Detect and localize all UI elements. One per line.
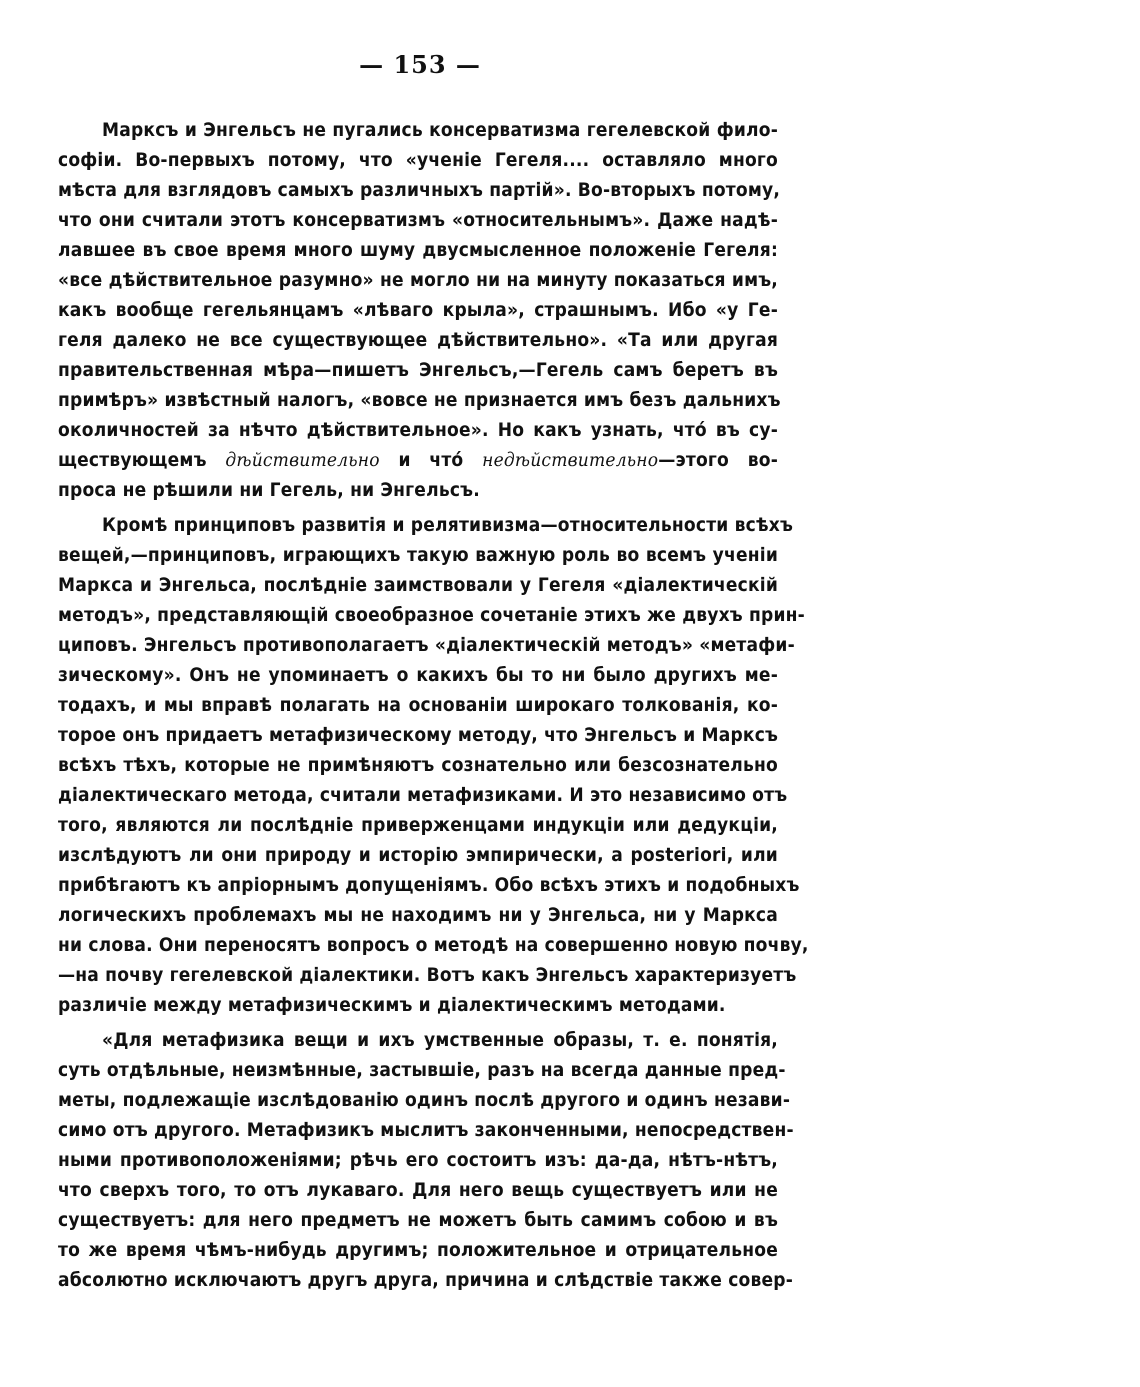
text-line: что сверхъ того, то отъ лукаваго. Для него вещь существуетъ или не [58, 1179, 778, 1201]
text-line: мѣста для взглядовъ самыхъ различныхъ партій». Во-вторыхъ потому, [58, 179, 781, 201]
text-line: Маркса и Энгельса, послѣдніе заимствовали у Гегеля «діалектическій [58, 574, 778, 596]
text-line: то же время чѣмъ-нибудь другимъ; положительное и отрицательное [58, 1239, 778, 1261]
text-line: циповъ. Энгельсъ противополагаетъ «діалектическій методъ» «метафи- [58, 634, 795, 656]
body-text [58, 115, 809, 1300]
text-line: правительственная мѣра—пишетъ Энгельсъ,—Гегель самъ беретъ въ [58, 359, 778, 381]
text-line-with-italics [58, 445, 778, 475]
text-line: проса не рѣшили ни Гегель, ни Энгельсъ. [58, 479, 480, 501]
text-run: и чтó [379, 449, 483, 471]
text-line: зическому». Онъ не упоминаетъ о какихъ бы то ни было другихъ ме- [58, 664, 778, 686]
text-line: ными противоположеніями; рѣчь его состоитъ изъ: да-да, нѣтъ-нѣтъ, [58, 1149, 778, 1171]
text-line: торое онъ придаетъ метафизическому методу, что Энгельсъ и Марксъ [58, 724, 779, 746]
text-line: изслѣдуютъ ли они природу и исторію эмпирически, a posteriori, или [58, 844, 778, 866]
paragraph-3 [58, 1025, 794, 1295]
text-line: «Для метафизика вещи и ихъ умственные образы, т. е. понятія, [102, 1029, 778, 1051]
text-line: различіе между метафизическимъ и діалектическимъ методами. [58, 994, 726, 1016]
text-line: діалектическаго метода, считали метафизиками. И это независимо отъ [58, 784, 788, 806]
text-line: меты, подлежащіе изслѣдованію одинъ послѣ другого и одинъ незави- [58, 1089, 791, 1111]
text-line: методъ», представляющій своеобразное сочетаніе этихъ же двухъ прин- [58, 604, 805, 626]
text-line: абсолютно исключаютъ другъ друга, причина и слѣдствіе также совер- [58, 1269, 794, 1291]
text-line: вещей,—принциповъ, играющихъ такую важную роль во всемъ ученіи [58, 544, 778, 566]
text-line: какъ вообще гегельянцамъ «лѣваго крыла», страшнымъ. Ибо «у Ге- [58, 299, 778, 321]
text-run: ществующемъ [58, 449, 226, 471]
text-line: софіи. Во-первыхъ потому, что «ученіе Гегеля.... оставляло много [58, 149, 778, 171]
text-line: примѣръ» извѣстный налогъ, «вовсе не признается имъ безъ дальнихъ [58, 389, 781, 411]
text-line: околичностей за нѣчто дѣйствительное». Но какъ узнать, чтó въ су- [58, 419, 778, 441]
text-line: логическихъ проблемахъ мы не находимъ ни у Энгельса, ни у Маркса [58, 904, 778, 926]
text-line: тодахъ, и мы вправѣ полагать на основаніи широкаго толкованія, ко- [58, 694, 778, 716]
text-line: геля далеко не все существующее дѣйствительно». «Та или другая [58, 329, 778, 351]
text-line: симо отъ другого. Метафизикъ мыслитъ законченными, непосредствен- [58, 1119, 794, 1141]
page-number: — 153 — [359, 50, 481, 79]
italic-word: недѣйствительно [482, 449, 659, 471]
text-line: Марксъ и Энгельсъ не пугались консерватизма гегелевской фило- [102, 119, 778, 141]
paragraph-2 [58, 510, 809, 1020]
text-line: что они считали этотъ консерватизмъ «относительнымъ». Даже надѣ- [58, 209, 778, 231]
text-line: прибѣгаютъ къ апріорнымъ допущеніямъ. Обо всѣхъ этихъ и подобныхъ [58, 874, 800, 896]
text-line: —на почву гегелевской діалектики. Вотъ какъ Энгельсъ характеризуетъ [58, 964, 797, 986]
paragraph-1 [58, 115, 781, 505]
text-line: лавшее въ свое время много шуму двусмысленное положеніе Гегеля: [58, 239, 778, 261]
text-line: Кромѣ принциповъ развитія и релятивизма—относительности всѣхъ [102, 514, 794, 536]
italic-word: дѣйствительно [225, 449, 380, 471]
text-line: того, являются ли послѣдніе приверженцами индукціи или дедукціи, [58, 814, 778, 836]
text-line: существуетъ: для него предметъ не можетъ быть самимъ собою и въ [58, 1209, 778, 1231]
text-run: —этого во- [658, 449, 778, 471]
text-line: суть отдѣльные, неизмѣнные, застывшіе, разъ на всегда данные пред- [58, 1059, 786, 1081]
text-line: всѣхъ тѣхъ, которые не примѣняютъ сознательно или безсознательно [58, 754, 778, 776]
text-line: ни слова. Они переносятъ вопросъ о методѣ на совершенно новую почву, [58, 934, 809, 956]
text-line: «все дѣйствительное разумно» не могло ни на минуту показаться имъ, [58, 269, 778, 291]
